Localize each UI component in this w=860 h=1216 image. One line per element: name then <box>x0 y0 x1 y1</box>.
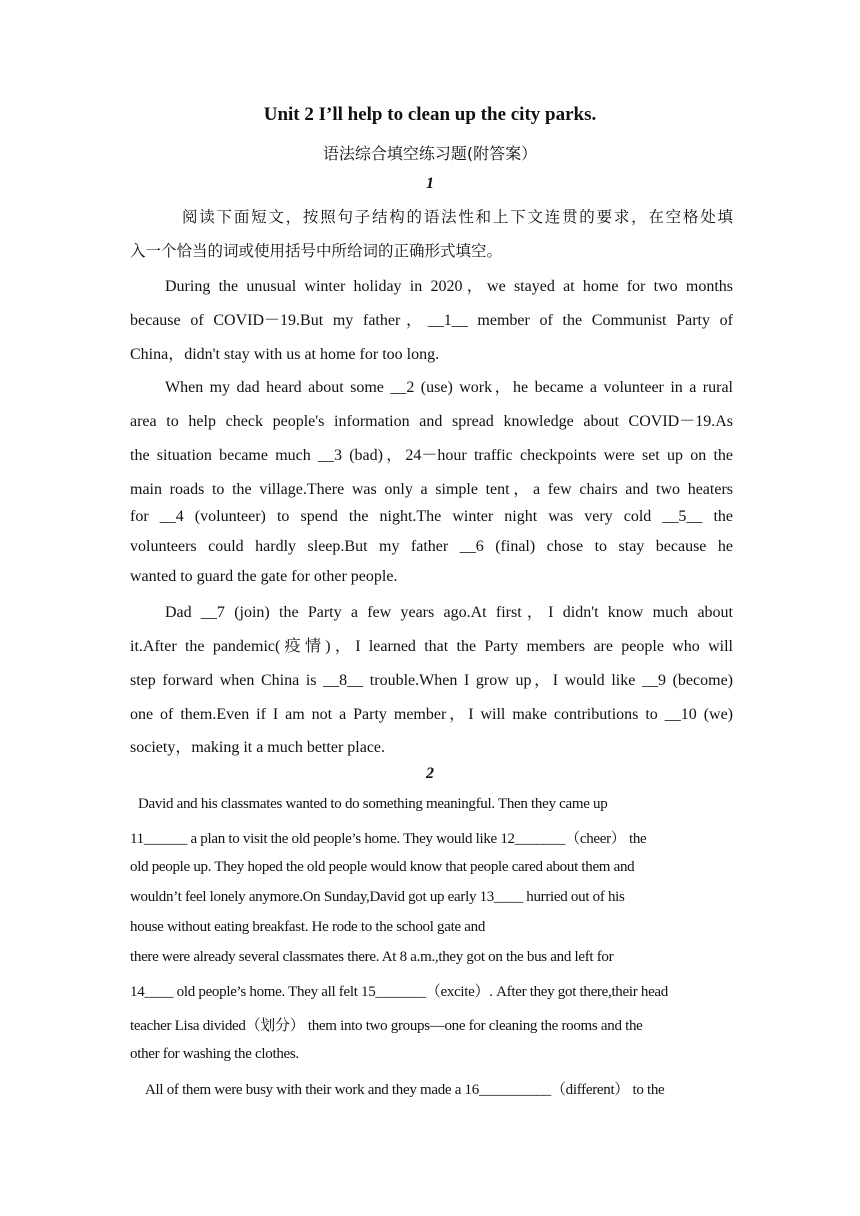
section-number: 2 <box>426 765 434 782</box>
instruction-line: 阅读下面短文，按照句子结构的语法性和上下文连贯的要求，在空格处填 <box>182 208 733 226</box>
passage-line: teacher Lisa divided（划分） them into two groups—one for cleaning the rooms and the <box>130 1018 643 1034</box>
passage-line: 14____ old people’s home. They all felt 15_______（excite）. After they got there,their head <box>130 984 668 1000</box>
passage-line: one of them.Even if I am not a Party member，I will make contributions to __10 (we) <box>130 706 733 723</box>
passage-line: main roads to the village.There was only a simple tent，a few chairs and two heaters <box>130 481 733 498</box>
passage-line: house without eating breakfast. He rode to the school gate and <box>130 919 486 935</box>
passage-line: During the unusual winter holiday in 2020，we stayed at home for two months <box>165 278 733 295</box>
passage-line: other for washing the clothes. <box>130 1046 299 1062</box>
instruction-line: 入一个恰当的词或使用括号中所给词的正确形式填空。 <box>130 242 503 260</box>
passage-line: society，making it a much better place. <box>130 739 386 756</box>
passage-line: David and his classmates wanted to do something meaningful. Then they came up <box>138 796 608 812</box>
passage-line: step forward when China is __8__ trouble.When I grow up，I would like __9 (become) <box>130 672 734 689</box>
passage-line: area to help check people's information and spread knowledge about COVID－19.As <box>130 413 733 430</box>
passage-line: All of them were busy with their work and they made a 16__________（different） to the <box>145 1082 665 1098</box>
page-title: Unit 2 I’ll help to clean up the city parks. <box>263 104 597 125</box>
passage-line: because of COVID－19.But my father，__1__ member of the Communist Party of <box>130 312 733 329</box>
passage-line: When my dad heard about some __2 (use) work，he became a volunteer in a rural <box>165 379 733 396</box>
passage-line: the situation became much __3 (bad)，24－hour traffic checkpoints were set up on the <box>130 447 733 464</box>
passage-line: for __4 (volunteer) to spend the night.The winter night was very cold __5__ the <box>130 508 733 525</box>
passage-line: China，didn't stay with us at home for too long. <box>130 346 440 363</box>
passage-line: old people up. They hoped the old people would know that people cared about them and <box>130 859 635 875</box>
passage-line: wanted to guard the gate for other people. <box>130 568 398 585</box>
passage-line: there were already several classmates there. At 8 a.m.,they got on the bus and left for <box>130 949 614 965</box>
section-number: 1 <box>426 175 434 192</box>
passage-line: 11______ a plan to visit the old people’s home. They would like 12_______（cheer） the <box>130 831 647 847</box>
passage-line: it.After the pandemic(疫情)，I learned that the Party members are people who will <box>130 638 733 655</box>
passage-line: Dad __7 (join) the Party a few years ago.At first，I didn't know much about <box>165 604 733 621</box>
page-subtitle: 语法综合填空练习题(附答案） <box>322 144 538 163</box>
passage-line: volunteers could hardly sleep.But my father __6 (final) chose to stay because he <box>130 538 733 555</box>
passage-line: wouldn’t feel lonely anymore.On Sunday,David got up early 13____ hurried out of his <box>130 889 625 905</box>
